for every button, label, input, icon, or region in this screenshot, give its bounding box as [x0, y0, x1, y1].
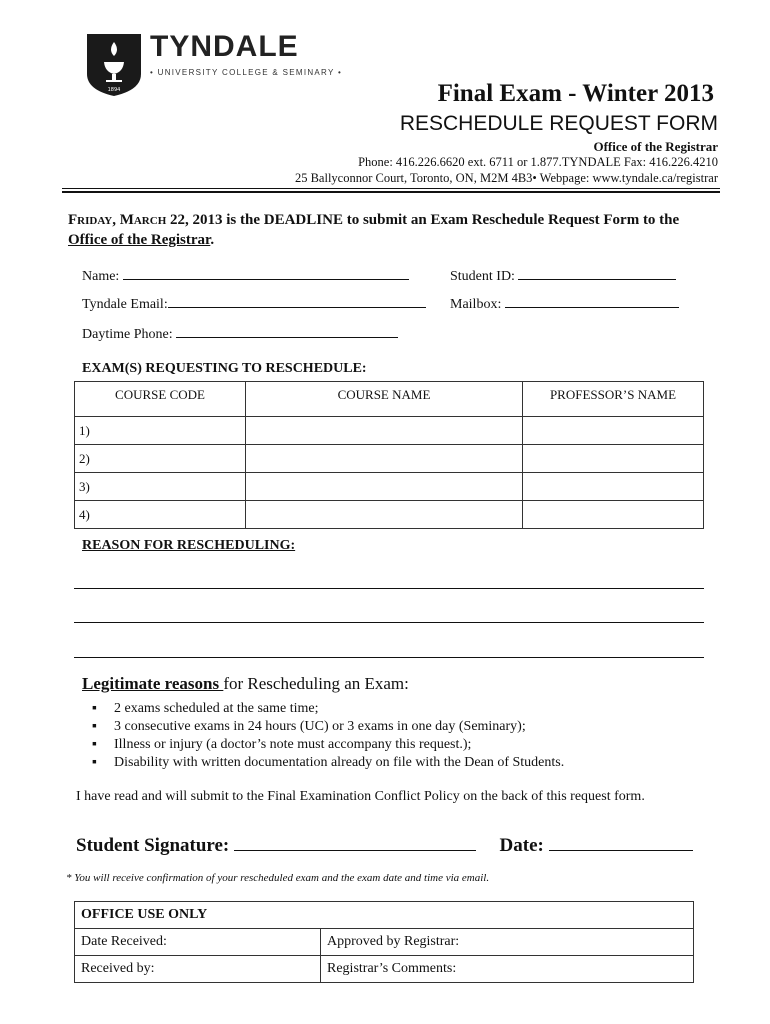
reason-section-title: REASON FOR RESCHEDULING: — [82, 538, 296, 553]
list-item: ▪ 2 exams scheduled at the same time; — [92, 700, 564, 718]
daytime-phone-input-line[interactable] — [176, 324, 398, 338]
legitimate-reasons-bold: Legitimate reasons — [82, 674, 224, 693]
office-use-table — [74, 901, 694, 983]
legitimate-reasons-list — [92, 700, 564, 772]
email-field — [82, 294, 426, 313]
exams-section-title: EXAM(S) REQUESTING TO RESCHEDULE: — [82, 361, 367, 376]
reason-line[interactable] — [74, 588, 704, 589]
mailbox-label: Mailbox: — [450, 297, 502, 312]
student-id-input-line[interactable] — [518, 266, 676, 280]
name-input-line[interactable] — [123, 266, 409, 280]
deadline-notice — [68, 210, 708, 250]
table-row — [75, 956, 694, 983]
signature-label: Student Signature: — [76, 835, 230, 856]
list-item: ▪ 3 consecutive exams in 24 hours (UC) or 3 exams in one day (Seminary); — [92, 718, 564, 736]
reason-line[interactable] — [74, 657, 704, 658]
confirmation-note: * You will receive confirmation of your rescheduled exam and the exam date and time via email. — [66, 872, 490, 884]
table-row — [75, 929, 694, 956]
tyndale-crest-logo — [87, 34, 141, 96]
table-row — [75, 417, 704, 445]
deadline-text: is the DEADLINE to submit an Exam Reschedule Request Form to the — [222, 212, 680, 228]
crest-year: 1894 — [107, 87, 121, 93]
daytime-phone-label: Daytime Phone: — [82, 327, 173, 342]
column-header-course-code: COURSE CODE — [75, 382, 246, 417]
row-number[interactable]: 3) — [75, 473, 246, 501]
page-title: Final Exam - Winter 2013 — [437, 80, 714, 107]
signature-line[interactable] — [234, 834, 476, 851]
received-by-cell: Received by: — [75, 956, 321, 983]
course-name-cell[interactable] — [246, 417, 523, 445]
list-item: ▪ Illness or injury (a doctor’s note must accompany this request.); — [92, 736, 564, 754]
form-subtitle: RESCHEDULE REQUEST FORM — [399, 112, 718, 135]
header-rule — [62, 188, 720, 189]
table-row — [75, 902, 694, 929]
column-header-professor: PROFESSOR’S NAME — [523, 382, 704, 417]
deadline-office: Office of the Registrar — [68, 232, 211, 248]
contact-phone: Phone: 416.226.6620 ext. 6711 or 1.877.TYNDALE Fax: 416.226.4210 — [358, 155, 718, 169]
email-input-line[interactable] — [168, 294, 426, 308]
row-number[interactable]: 1) — [75, 417, 246, 445]
reason-line[interactable] — [74, 622, 704, 623]
table-header-row — [75, 382, 704, 417]
legitimate-reasons-heading — [82, 674, 409, 694]
office-use-title: OFFICE USE ONLY — [75, 902, 694, 929]
contact-address: 25 Ballyconnor Court, Toronto, ON, M2M 4B3• Webpage: www.tyndale.ca/registrar — [294, 171, 718, 185]
deadline-end: . — [210, 232, 215, 248]
header-rule-thick — [62, 191, 720, 193]
mailbox-input-line[interactable] — [505, 294, 679, 308]
date-received-cell: Date Received: — [75, 929, 321, 956]
course-name-cell[interactable] — [246, 501, 523, 529]
professor-cell[interactable] — [523, 417, 704, 445]
date-line[interactable] — [549, 834, 693, 851]
deadline-date: Friday, March 22, 2013 — [68, 212, 223, 228]
name-label: Name: — [82, 269, 120, 284]
exams-table — [74, 381, 704, 529]
date-label: Date: — [499, 835, 544, 856]
mailbox-field — [450, 294, 679, 313]
approved-cell: Approved by Registrar: — [321, 929, 694, 956]
professor-cell[interactable] — [523, 501, 704, 529]
policy-declaration: I have read and will submit to the Final Examination Conflict Policy on the back of this request form. — [76, 789, 645, 804]
row-number[interactable]: 4) — [75, 501, 246, 529]
professor-cell[interactable] — [523, 473, 704, 501]
list-item: ▪ Disability with written documentation already on file with the Dean of Students. — [92, 754, 564, 772]
logo-wordmark: TYNDALE — [150, 30, 299, 63]
student-id-field — [450, 266, 676, 285]
comments-cell: Registrar’s Comments: — [321, 956, 694, 983]
course-name-cell[interactable] — [246, 473, 523, 501]
legitimate-reasons-rest: for Rescheduling an Exam: — [223, 674, 409, 693]
email-label: Tyndale Email: — [82, 297, 168, 312]
row-number[interactable]: 2) — [75, 445, 246, 473]
professor-cell[interactable] — [523, 445, 704, 473]
table-row — [75, 501, 704, 529]
name-field — [82, 266, 409, 285]
daytime-phone-field — [82, 324, 398, 343]
table-row — [75, 473, 704, 501]
student-id-label: Student ID: — [450, 269, 515, 284]
signature-row — [76, 834, 693, 857]
office-name: Office of the Registrar — [593, 139, 718, 154]
column-header-course-name: COURSE NAME — [246, 382, 523, 417]
course-name-cell[interactable] — [246, 445, 523, 473]
table-row — [75, 445, 704, 473]
logo-tagline: • UNIVERSITY COLLEGE & SEMINARY • — [150, 68, 343, 77]
